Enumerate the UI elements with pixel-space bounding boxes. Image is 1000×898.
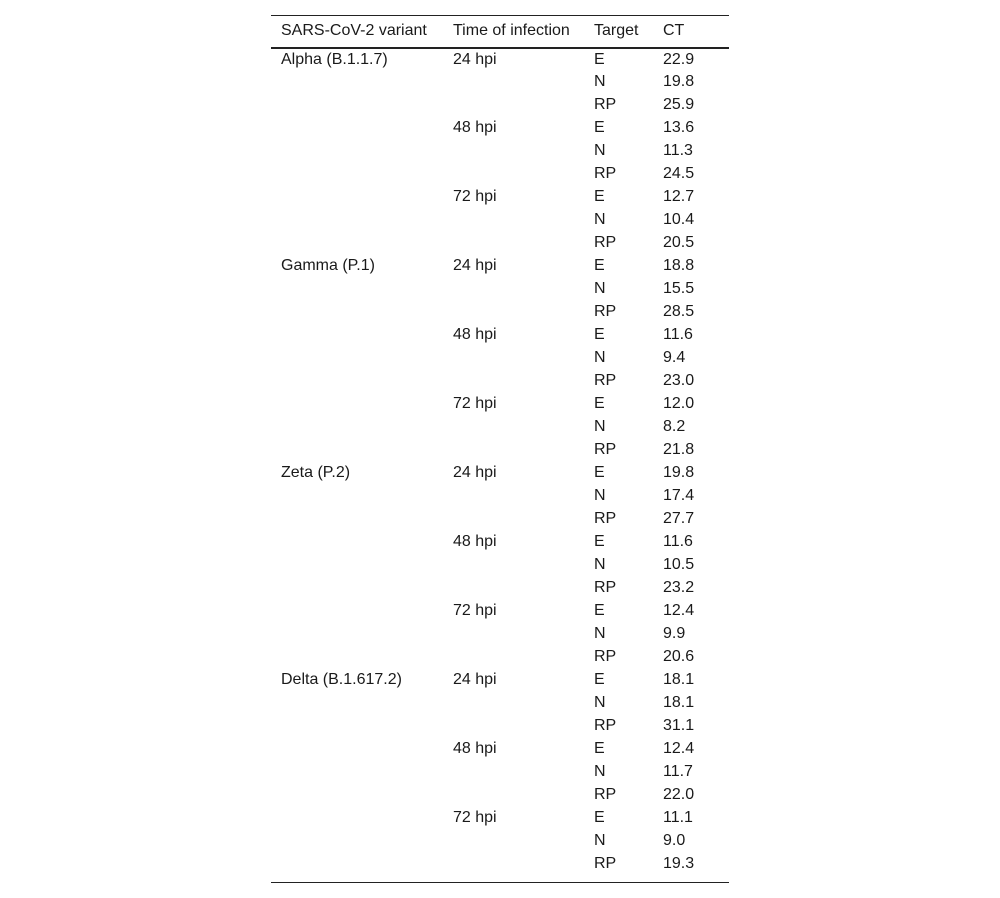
cell-target: N [594, 211, 606, 228]
table-bottom-rule [271, 876, 729, 883]
cell-time [443, 163, 584, 186]
ct-values-table [271, 15, 729, 876]
cell-time [443, 784, 584, 807]
cell-ct: 20.6 [663, 648, 695, 665]
cell-target: E [594, 257, 605, 274]
cell-variant [271, 232, 443, 255]
cell-ct: 19.8 [663, 73, 695, 90]
cell-ct: 27.7 [663, 510, 695, 527]
cell-time [443, 830, 584, 853]
cell-time [443, 370, 584, 393]
cell-variant [271, 439, 443, 462]
cell-target: E [594, 188, 605, 205]
cell-variant: Alpha (B.1.1.7) [281, 50, 388, 68]
table-row [271, 462, 729, 485]
table-row [271, 416, 729, 439]
cell-variant [271, 416, 443, 439]
cell-target: N [594, 487, 606, 504]
cell-time [443, 301, 584, 324]
cell-ct: 17.4 [663, 487, 695, 504]
header-row [271, 16, 729, 48]
cell-variant [271, 692, 443, 715]
cell-variant [271, 807, 443, 830]
table-row [271, 554, 729, 577]
cell-variant [271, 738, 443, 761]
cell-variant [271, 508, 443, 531]
cell-variant [271, 853, 443, 876]
table-row [271, 209, 729, 232]
cell-target: E [594, 809, 605, 826]
cell-ct: 8.2 [663, 418, 686, 435]
cell-variant [271, 531, 443, 554]
cell-variant [271, 830, 443, 853]
cell-variant [271, 347, 443, 370]
cell-variant [271, 393, 443, 416]
cell-ct: 11.3 [663, 142, 693, 159]
cell-ct: 11.6 [663, 326, 693, 343]
table-row [271, 232, 729, 255]
cell-target: E [594, 326, 605, 343]
table-row [271, 531, 729, 554]
cell-ct: 13.6 [663, 119, 695, 136]
cell-variant [271, 71, 443, 94]
cell-variant [271, 554, 443, 577]
cell-time [443, 623, 584, 646]
table-row [271, 278, 729, 301]
cell-target: RP [594, 165, 617, 182]
cell-target: N [594, 349, 606, 366]
cell-ct: 12.4 [663, 740, 695, 757]
cell-ct: 15.5 [663, 280, 695, 297]
cell-variant [271, 94, 443, 117]
cell-ct: 12.7 [663, 188, 695, 205]
cell-time [443, 485, 584, 508]
cell-time: 24 hpi [453, 464, 497, 481]
table-row [271, 623, 729, 646]
header-ct: CT [653, 16, 729, 48]
cell-target: N [594, 280, 606, 297]
cell-time [443, 140, 584, 163]
cell-target: E [594, 50, 605, 68]
cell-variant [271, 209, 443, 232]
cell-target: RP [594, 441, 617, 458]
cell-ct: 24.5 [663, 165, 695, 182]
table-row [271, 761, 729, 784]
cell-ct: 23.2 [663, 579, 695, 596]
table-row [271, 646, 729, 669]
table-row [271, 738, 729, 761]
cell-ct: 12.4 [663, 602, 695, 619]
cell-time [443, 692, 584, 715]
cell-ct: 11.7 [663, 763, 693, 780]
cell-variant [271, 163, 443, 186]
table-row [271, 784, 729, 807]
cell-target: N [594, 625, 606, 642]
cell-ct: 10.5 [663, 556, 695, 573]
cell-target: E [594, 464, 605, 481]
cell-time [443, 554, 584, 577]
table-header [271, 16, 729, 48]
table-row [271, 577, 729, 600]
cell-variant [271, 761, 443, 784]
table-row [271, 853, 729, 876]
cell-ct: 10.4 [663, 211, 695, 228]
cell-target: RP [594, 372, 617, 389]
cell-time [443, 853, 584, 876]
cell-time: 24 hpi [453, 671, 497, 688]
cell-time [443, 646, 584, 669]
cell-variant [271, 324, 443, 347]
cell-time [443, 232, 584, 255]
table-row [271, 600, 729, 623]
cell-time: 24 hpi [453, 257, 497, 274]
cell-target: N [594, 832, 606, 849]
table-row [271, 715, 729, 738]
table-row [271, 163, 729, 186]
cell-variant [271, 301, 443, 324]
cell-time: 48 hpi [453, 326, 497, 343]
cell-target: E [594, 119, 605, 136]
table-row [271, 117, 729, 140]
cell-variant [271, 577, 443, 600]
cell-ct: 11.6 [663, 533, 693, 550]
cell-time [443, 715, 584, 738]
cell-target: N [594, 694, 606, 711]
cell-ct: 19.8 [663, 464, 695, 481]
cell-ct: 9.9 [663, 625, 686, 642]
cell-target: RP [594, 96, 617, 113]
table-body [271, 48, 729, 876]
cell-time: 48 hpi [453, 740, 497, 757]
table-row [271, 830, 729, 853]
cell-time: 48 hpi [453, 119, 497, 136]
cell-ct: 11.1 [663, 809, 693, 826]
cell-time [443, 209, 584, 232]
cell-ct: 9.4 [663, 349, 686, 366]
cell-target: E [594, 533, 605, 550]
header-variant: SARS-CoV-2 variant [271, 16, 443, 48]
table-row [271, 71, 729, 94]
cell-target: RP [594, 510, 617, 527]
cell-variant [271, 186, 443, 209]
header-target: Target [584, 16, 653, 48]
cell-variant [271, 600, 443, 623]
cell-target: RP [594, 648, 617, 665]
cell-variant [271, 117, 443, 140]
table-row [271, 508, 729, 531]
cell-time: 72 hpi [453, 188, 497, 205]
cell-ct: 18.1 [663, 671, 695, 688]
cell-variant [271, 715, 443, 738]
cell-ct: 19.3 [663, 855, 695, 872]
table-row [271, 255, 729, 278]
cell-ct: 22.9 [663, 50, 695, 68]
cell-variant: Zeta (P.2) [281, 464, 351, 481]
cell-time: 48 hpi [453, 533, 497, 550]
cell-time [443, 416, 584, 439]
cell-time [443, 278, 584, 301]
cell-time [443, 347, 584, 370]
table-row [271, 186, 729, 209]
table-row [271, 370, 729, 393]
cell-variant [271, 140, 443, 163]
cell-variant [271, 278, 443, 301]
cell-time [443, 761, 584, 784]
table-row [271, 393, 729, 416]
cell-target: E [594, 671, 605, 688]
cell-time: 72 hpi [453, 809, 497, 826]
cell-time [443, 577, 584, 600]
cell-target: N [594, 418, 606, 435]
cell-variant: Gamma (P.1) [281, 257, 375, 274]
header-time-of-infection: Time of infection [443, 16, 584, 48]
cell-time [443, 71, 584, 94]
cell-target: RP [594, 855, 617, 872]
cell-variant [271, 646, 443, 669]
cell-target: N [594, 73, 606, 90]
cell-variant [271, 370, 443, 393]
cell-target: N [594, 142, 606, 159]
cell-ct: 18.1 [663, 694, 695, 711]
cell-target: N [594, 763, 606, 780]
cell-ct: 22.0 [663, 786, 695, 803]
table-row [271, 94, 729, 117]
table-row [271, 669, 729, 692]
cell-time [443, 439, 584, 462]
cell-target: RP [594, 579, 617, 596]
cell-variant [271, 784, 443, 807]
table-row [271, 324, 729, 347]
cell-variant [271, 485, 443, 508]
cell-ct: 25.9 [663, 96, 695, 113]
cell-variant [271, 623, 443, 646]
table-row [271, 140, 729, 163]
cell-ct: 20.5 [663, 234, 695, 251]
cell-variant: Delta (B.1.617.2) [281, 671, 402, 688]
cell-time [443, 94, 584, 117]
cell-target: RP [594, 786, 617, 803]
table-row [271, 347, 729, 370]
cell-target: RP [594, 303, 617, 320]
cell-ct: 12.0 [663, 395, 695, 412]
cell-target: RP [594, 717, 617, 734]
cell-time: 72 hpi [453, 602, 497, 619]
cell-ct: 9.0 [663, 832, 686, 849]
table-row [271, 807, 729, 830]
table-row [271, 48, 729, 71]
cell-target: E [594, 602, 605, 619]
table-row [271, 692, 729, 715]
cell-target: N [594, 556, 606, 573]
ct-values-table-container [271, 15, 729, 883]
cell-ct: 18.8 [663, 257, 695, 274]
cell-time [443, 508, 584, 531]
table-row [271, 485, 729, 508]
cell-ct: 21.8 [663, 441, 695, 458]
cell-target: E [594, 395, 605, 412]
cell-ct: 28.5 [663, 303, 695, 320]
cell-target: RP [594, 234, 617, 251]
cell-time: 24 hpi [453, 50, 497, 68]
cell-ct: 23.0 [663, 372, 695, 389]
cell-target: E [594, 740, 605, 757]
table-row [271, 439, 729, 462]
cell-ct: 31.1 [663, 717, 695, 734]
cell-time: 72 hpi [453, 395, 497, 412]
table-row [271, 301, 729, 324]
